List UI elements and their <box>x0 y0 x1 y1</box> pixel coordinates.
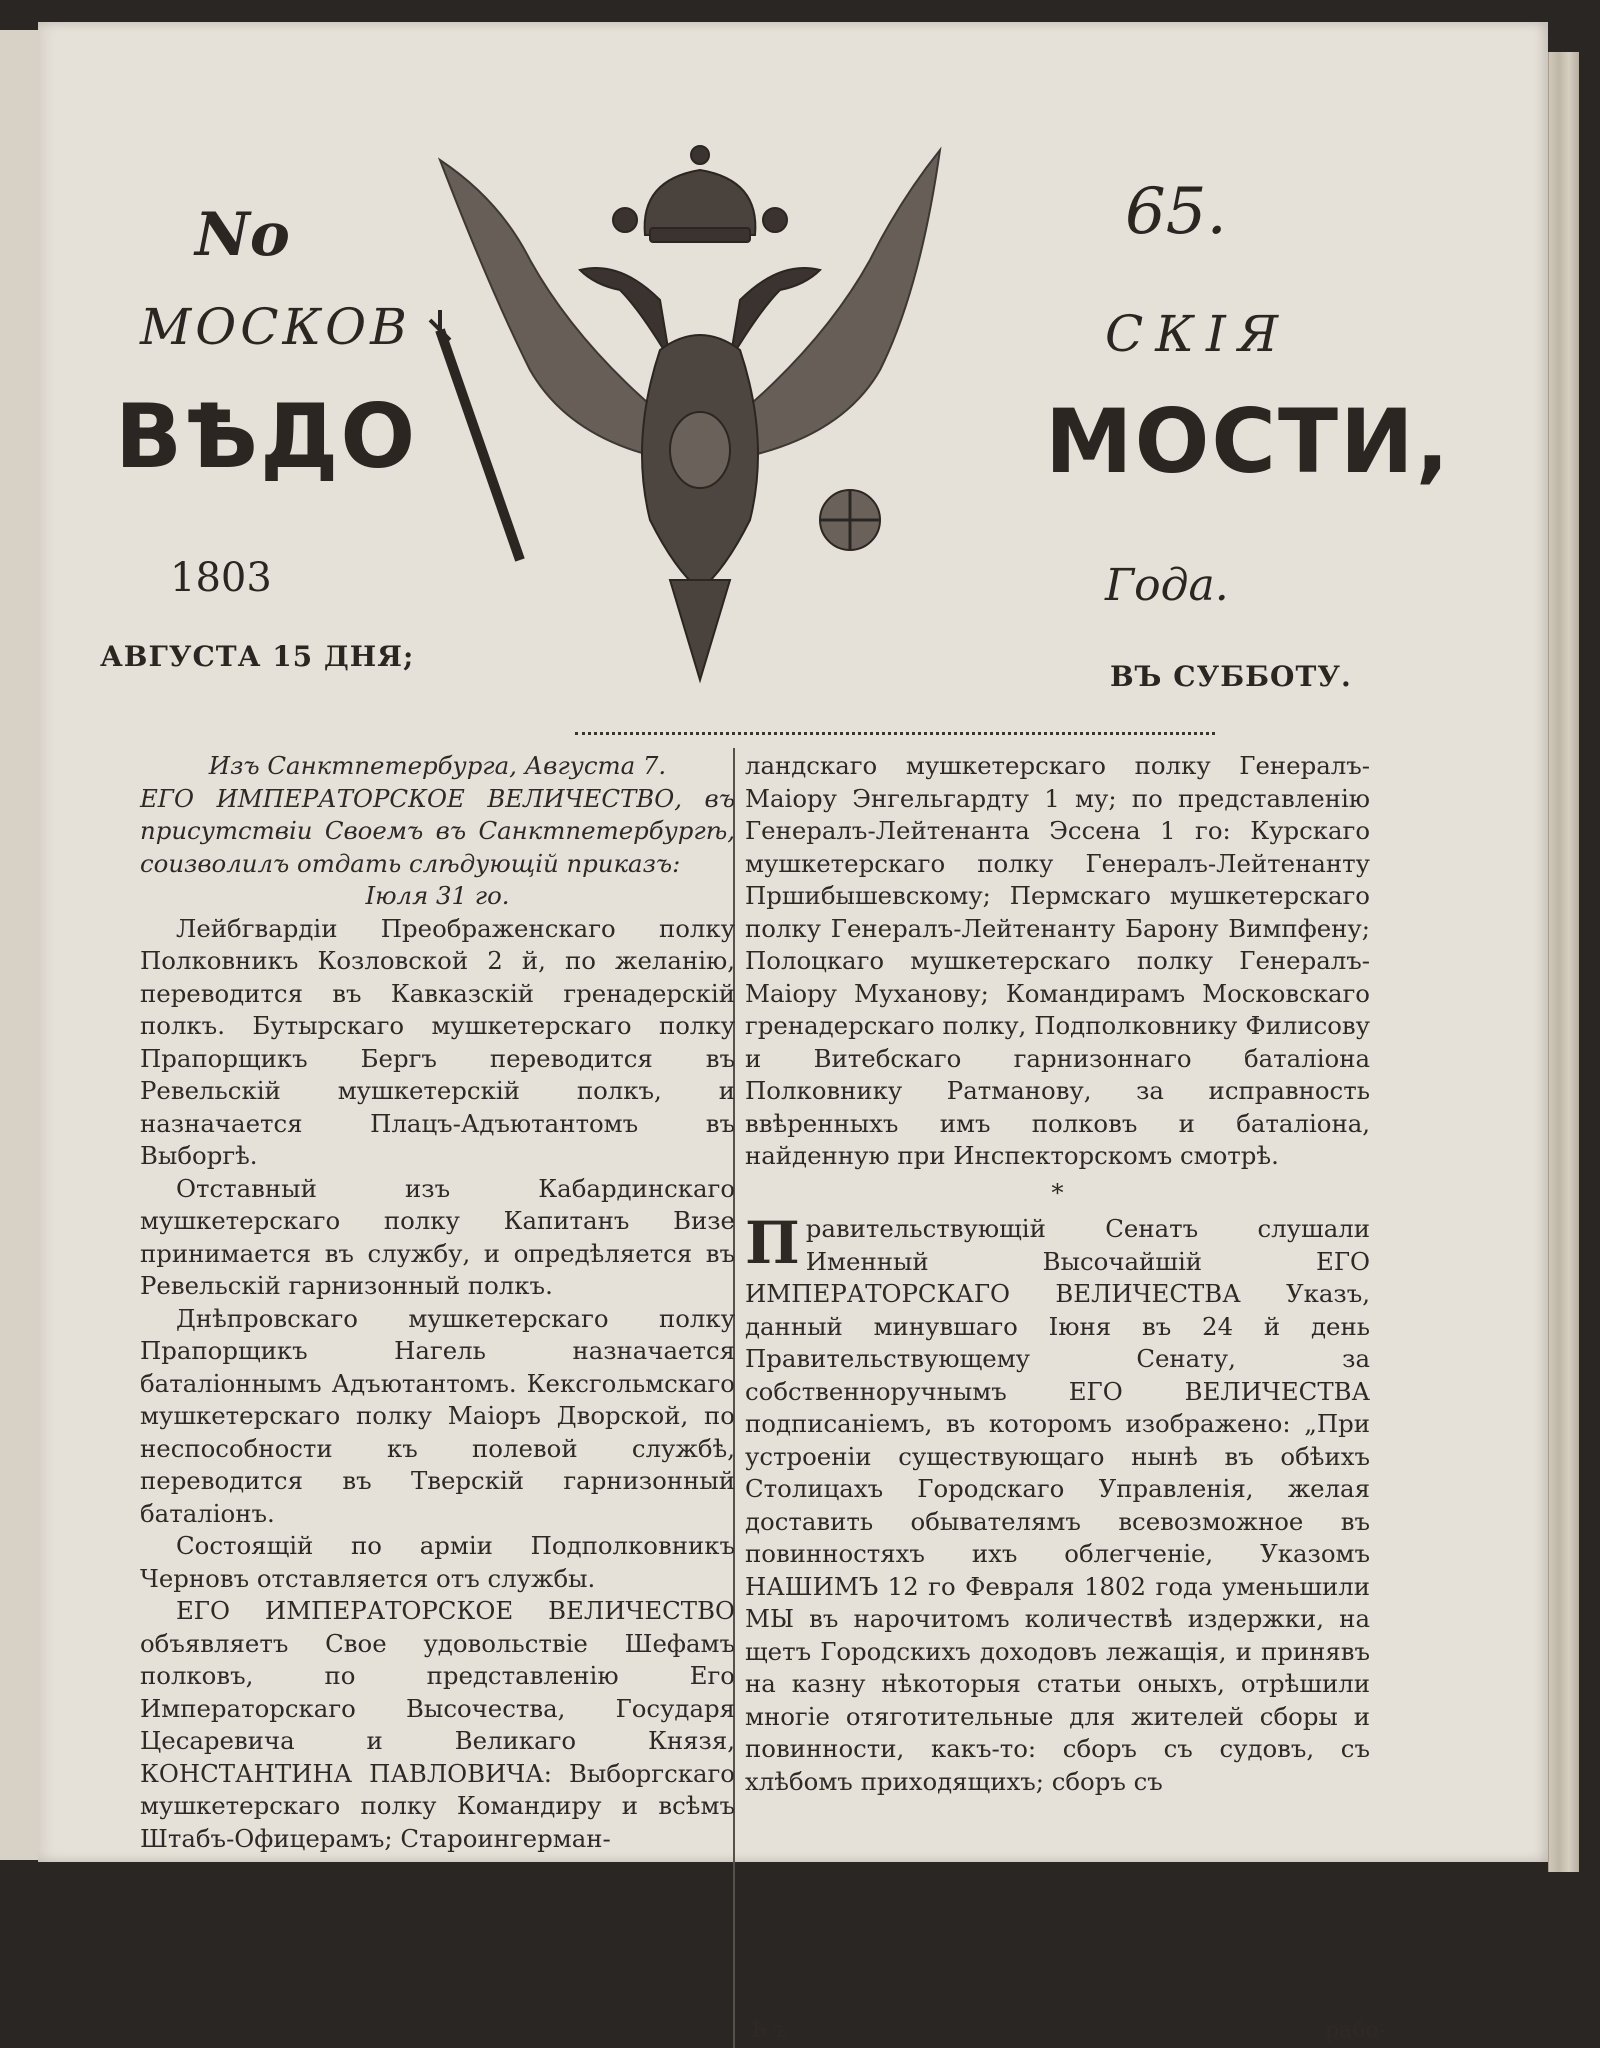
drop-cap: П <box>745 1209 800 1277</box>
right-column <box>745 750 1370 1798</box>
order-date: Іюля 31 го. <box>365 881 510 910</box>
dateline: Изъ Санктпетербурга, Августа 7. <box>208 751 667 780</box>
year-word: Года. <box>1105 560 1229 611</box>
double-headed-eagle-icon <box>380 140 1020 700</box>
separator: * <box>1051 1177 1064 1207</box>
intro-paragraph: ЕГО ИМПЕРАТОРСКОЕ ВЕЛИЧЕСТВО, въ присутствіи Своемъ въ Санктпетербургѣ, соизволилъ отдать слѣдующій приказъ: <box>140 783 735 878</box>
paragraph: Днѣпровскаго мушкетерскаго полку Прапорщикъ Нагель назначается баталіоннымъ Адъютантомъ. Кексгольмскаго мушкетерскаго полку Маіоръ Дворской, по неспособности къ полевой службѣ, переводится въ Тверскій гарнизонный баталіонъ. <box>140 1303 735 1528</box>
left-page-edge <box>0 30 42 1860</box>
left-column <box>140 750 735 1855</box>
paragraph: ЕГО ИМПЕРАТОРСКОЕ ВЕЛИЧЕСТВО объявляетъ Свое удовольствіе Шефамъ полковъ, по представленію Его Императорскаго Высочества, Государя Цесаревича и Великаго Князя, КОНСТАНТИНА ПАВЛОВИЧА: Выборгскаго мушкетерскаго полку Командиру и всѣмъ Штабъ-Офицерамъ; Староингерман- <box>140 1596 735 1853</box>
header-rule <box>575 732 1215 735</box>
catchword: рабо- <box>1325 2018 1387 2043</box>
year: 1803 <box>170 555 272 601</box>
title-main-right: МОСТИ, <box>1045 390 1452 493</box>
paragraph: Состоящій по арміи Подполковникъ Черновъ отставляется отъ службы. <box>140 1531 735 1593</box>
senate-text: равительствующій Сенатъ слушали Именный Высочайшій ЕГО ИМПЕРАТОРСКАГО ВЕЛИЧЕСТВА Указъ, данный минувшаго Іюня въ 24 й день Правительствующему Сенату, за собственноручнымъ ЕГО ВЕЛИЧЕСТВА подписаніемъ, въ которомъ изображено: „При устроеніи существующаго нынѣ въ обѣихъ Столицахъ Городскаго Управленія, желая доставить обывателямъ всевозможное въ повинностяхъ ихъ облегченіе, Указомъ НАШИМЪ 12 го Февраля 1802 года уменьшили МЫ въ нарочитомъ количествѣ издержки, на щетъ Городскихъ доходовъ лежащія, и принявъ на казну нѣкоторыя статьи оныхъ, отрѣшили многіе отяготительные для жителей сборы и повинности, какъ-то: сборъ съ судовъ, съ хлѣбомъ приходящихъ; сборъ съ <box>745 1214 1370 1796</box>
title-top-left: МОСКОВ <box>140 298 411 356</box>
continuation-paragraph: ландскаго мушкетерскаго полку Генералъ-Маіору Энгельгардту 1 му; по представленію Генералъ-Лейтенанта Эссена 1 го: Курскаго мушкетерскаго полку Генералъ-Лейтенанту Пршибышевскому; Пермскаго мушкетерскаго полку Генералъ-Лейтенанту Барону Вимпфену; Полоцкаго мушкетерскаго полку Генералъ-Маіору Муханову; Командирамъ Московскаго гренадерскаго полку, Подполковнику Филисову и Витебскаго гарнизоннаго баталіона Полковнику Ратманову, за исправность ввѣренныхъ имъ полковъ и баталіона, найденную при Инспекторскомъ смотрѣ. <box>745 751 1370 1170</box>
paragraph: Лейбгвардіи Преображенскаго полку Полковникъ Козловской 2 й, по желанію, переводится въ Кавказскій гренадерскій полкъ. Бутырскаго мушкетерскаго полку Прапорщикъ Бергъ переводится въ Ревельскій мушкетерскій полкъ, и назначается Плацъ-Адъютантомъ въ Выборгѣ. <box>140 913 735 1170</box>
page-edge-stack <box>1548 52 1579 1872</box>
issue-number: 65. <box>1125 175 1227 249</box>
paragraph: Отставный изъ Кабардинскаго мушкетерскаго полку Капитанъ Визе принимается въ службу, и опредѣляется въ Ревельскій гарнизонный полкъ. <box>140 1173 735 1300</box>
senate-paragraph <box>745 1209 1370 1798</box>
issue-weekday: ВЪ СУББОТУ. <box>1110 660 1352 693</box>
issue-date: АВГУСТА 15 ДНЯ; <box>100 640 415 673</box>
signature-mark: Ѣ ъ <box>750 2018 788 2043</box>
title-top-right: СКІЯ <box>1105 305 1291 363</box>
title-main-left: ВѢДО <box>115 385 418 488</box>
issue-number-label: No <box>195 200 290 270</box>
